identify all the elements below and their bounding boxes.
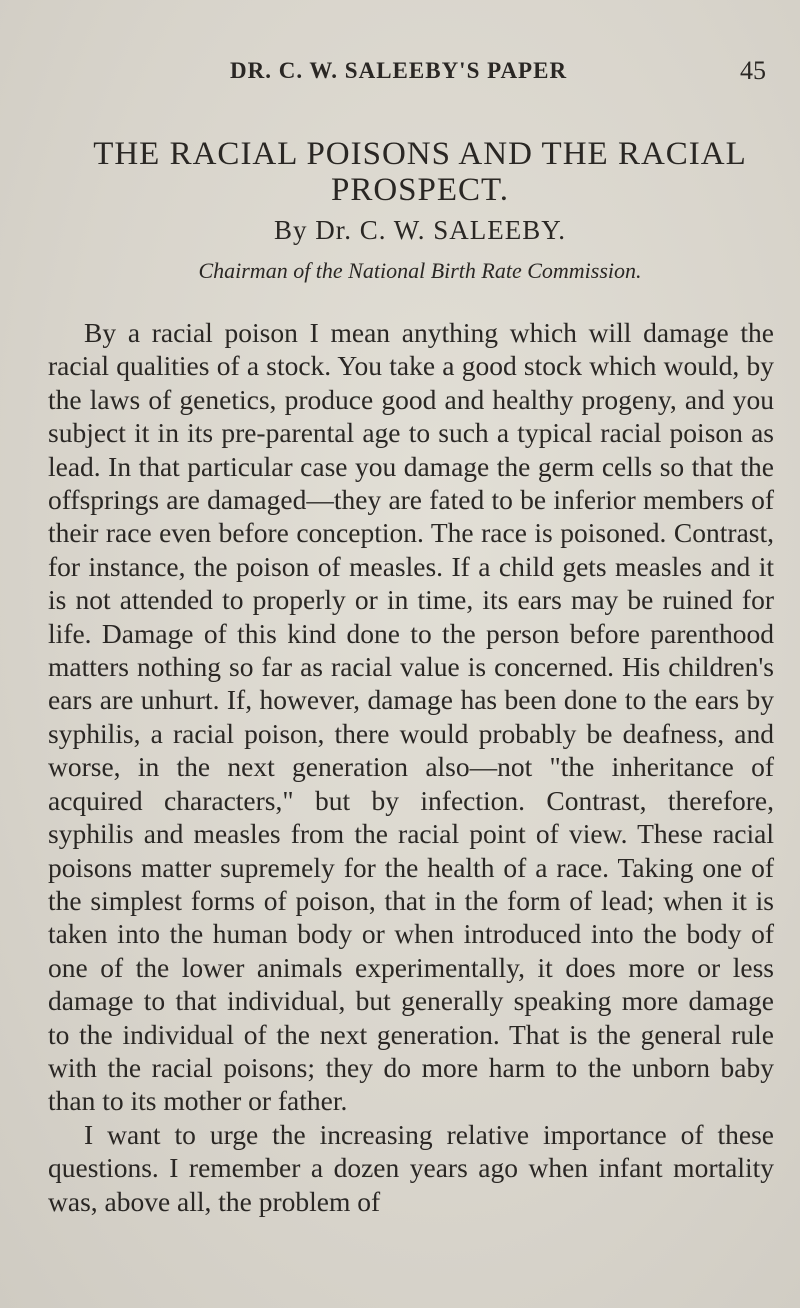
running-head: DR. C. W. SALEEBY'S PAPER (230, 58, 568, 83)
author-byline: By Dr. C. W. SALEEBY. (273, 215, 567, 245)
paragraph-1: By a racial poison I mean anything which will damage the racial qualities of a stock. You take a good stock which would, by the laws of genetics, produce good and healthy progeny, and you subject it in its pre-parental age to such a typical racial poison as lead. In that particular case you damage the germ cells so that the offsprings are damaged—they are fated to be inferior members of their race even before conception. The race is poisoned. Contrast, for instance, the poison of measles. If a child gets measles and it is not attended to properly or in time, its ears may be ruined for life. Damage of this kind done to the person before parenthood matters nothing so far as racial value is concerned. His children's ears are unhurt. If, however, damage has been done to the ears by syphilis, a racial poison, there would probably be deafness, and worse, in the next generation also—not "the inheritance of acquired characters," but by infection. Contrast, therefore, syphilis and measles from the racial point of view. These racial poisons matter supremely for the health of a race. Taking one of the simplest forms of poison, that in the form of lead; when it is taken into the human body or when introduced into the body of one of the lower animals experimentally, it does more or less damage to that individual, but generally speaking more damage to the individual of the next generation. That is the general rule with the racial poisons; they do more harm to the unborn baby than to its mother or father. (48, 317, 774, 1117)
body-text (48, 316, 774, 1218)
author-affiliation: Chairman of the National Birth Rate Commission. (198, 258, 642, 283)
article-title: THE RACIAL POISONS AND THE RACIAL PROSPECT. (93, 136, 747, 208)
paragraph-2: I want to urge the increasing relative importance of these questions. I remember a dozen years ago when infant mortality was, above all, the problem of (48, 1118, 774, 1217)
page-number: 45 (740, 56, 766, 85)
